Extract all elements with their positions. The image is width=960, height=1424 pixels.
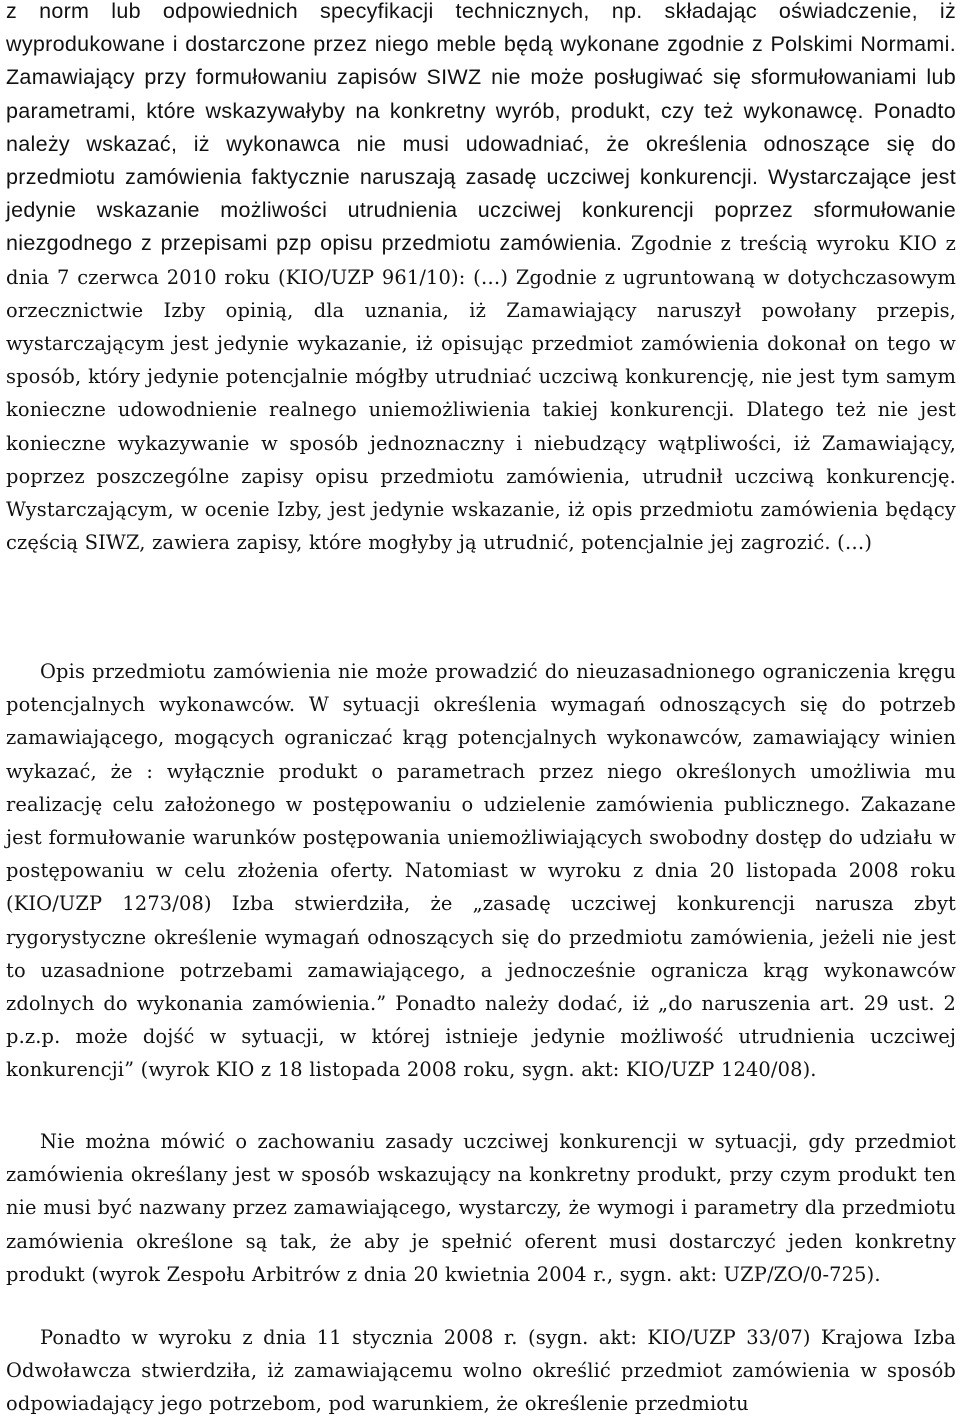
paragraph-1-serif-run: Zgodnie z treścią wyroku KIO z dnia 7 czerwca 2010 roku (KIO/UZP 961/10): (…) Zgodnie z ugruntowaną w dotychczasowym orzecznictwie Izby opinią, dla uznania, iż Zamawiający naruszył powołany przepis, wystarczającym jest jedynie wykazanie, iż opisując przedmiot zamówienia dokonał on tego w sposób, który jedynie potencjalnie mógłby utrudniać uczciwą konkurencję, nie jest tym samym konieczne udowodnienie realnego uniemożliwienia takiej konkurencji. Dlatego też nie jest konieczne wykazywanie w sposób jednoznaczny i niebudzący wątpliwości, iż Zamawiający, poprzez poszczególne zapisy opisu przedmiotu zamówienia, utrudnił uczciwą konkurencję. Wystarczającym, w ocenie Izby, jest jedynie wskazanie, iż opis przedmiotu zamówienia będący częścią SIWZ, zawiera zapisy, które mogłyby ją utrudnić, potencjalnie jej zagrozić. (…) — [6, 232, 956, 555]
paragraph-1-sans-run: z norm lub odpowiednich specyfikacji technicznych, np. składając oświadczenie, iż wyprodukowane i dostarczone przez niego meble będą wykonane zgodnie z Polskimi Normami. Zamawiający przy formułowaniu zapisów SIWZ nie może posługiwać się sformułowaniami lub parametrami, które wskazywałyby na konkretny wyrób, produkt, czy też wykonawcę. Ponadto należy wskazać, iż wykonawca nie musi udowadniać, że określenia odnoszące się do przedmiotu zamówienia faktycznie naruszają zasadę uczciwej konkurencji. Wystarczające jest jedynie wskazanie możliwości utrudnienia uczciwej konkurencji poprzez sformułowanie niezgodnego z przepisami pzp opisu przedmiotu zamówienia. — [6, 0, 956, 256]
paragraph-4: Ponadto w wyroku z dnia 11 stycznia 2008 r. (sygn. akt: KIO/UZP 33/07) Krajowa Izba Odwoławcza stwierdziła, iż zamawiającemu wolno określić przedmiot zamówienia w sposób odpowiadający jego potrzebom, pod warunkiem, że określenie przedmiotu — [6, 1326, 956, 1416]
paragraph-1 — [6, 0, 956, 559]
paragraph-3: Nie można mówić o zachowaniu zasady uczciwej konkurencji w sytuacji, gdy przedmiot zamówienia określany jest w sposób wskazujący na konkretny produkt, przy czym produkt ten nie musi być nazwany przez zamawiającego, wystarczy, że wymogi i parametry dla przedmiotu zamówienia określone są tak, że aby je spełnić oferent musi dostarczyć jeden konkretny produkt (wyrok Zespołu Arbitrów z dnia 20 kwietnia 2004 r., sygn. akt: UZP/ZO/0-725). — [6, 1130, 956, 1286]
paragraph-2: Opis przedmiotu zamówienia nie może prowadzić do nieuzasadnionego ograniczenia kręgu potencjalnych wykonawców. W sytuacji określenia wymagań odnoszących się do potrzeb zamawiającego, mogących ograniczać krąg potencjalnych wykonawców, zamawiający winien wykazać, że : wyłącznie produkt o parametrach przez niego określonych umożliwia mu realizację celu założonego w postępowaniu o udzielenie zamówienia publicznego. Zakazane jest formułowanie warunków postępowania uniemożliwiających swobodny dostęp do udziału w postępowaniu w celu złożenia oferty. Natomiast w wyroku z dnia 20 listopada 2008 roku (KIO/UZP 1273/08) Izba stwierdziła, że „zasadę uczciwej konkurencji narusza zbyt rygorystyczne określenie wymagań odnoszących się do przedmiotu zamówienia, jeżeli nie jest to uzasadnione potrzebami zamawiającego, a jednocześnie ogranicza krąg wykonawców zdolnych do wykonania zamówienia.” Ponadto należy dodać, iż „do naruszenia art. 29 ust. 2 p.z.p. może dojść w sytuacji, w której istnieje jedynie możliwość utrudnienia uczciwej konkurencji” (wyrok KIO z 18 listopada 2008 roku, sygn. akt: KIO/UZP 1240/08). — [6, 660, 956, 1082]
